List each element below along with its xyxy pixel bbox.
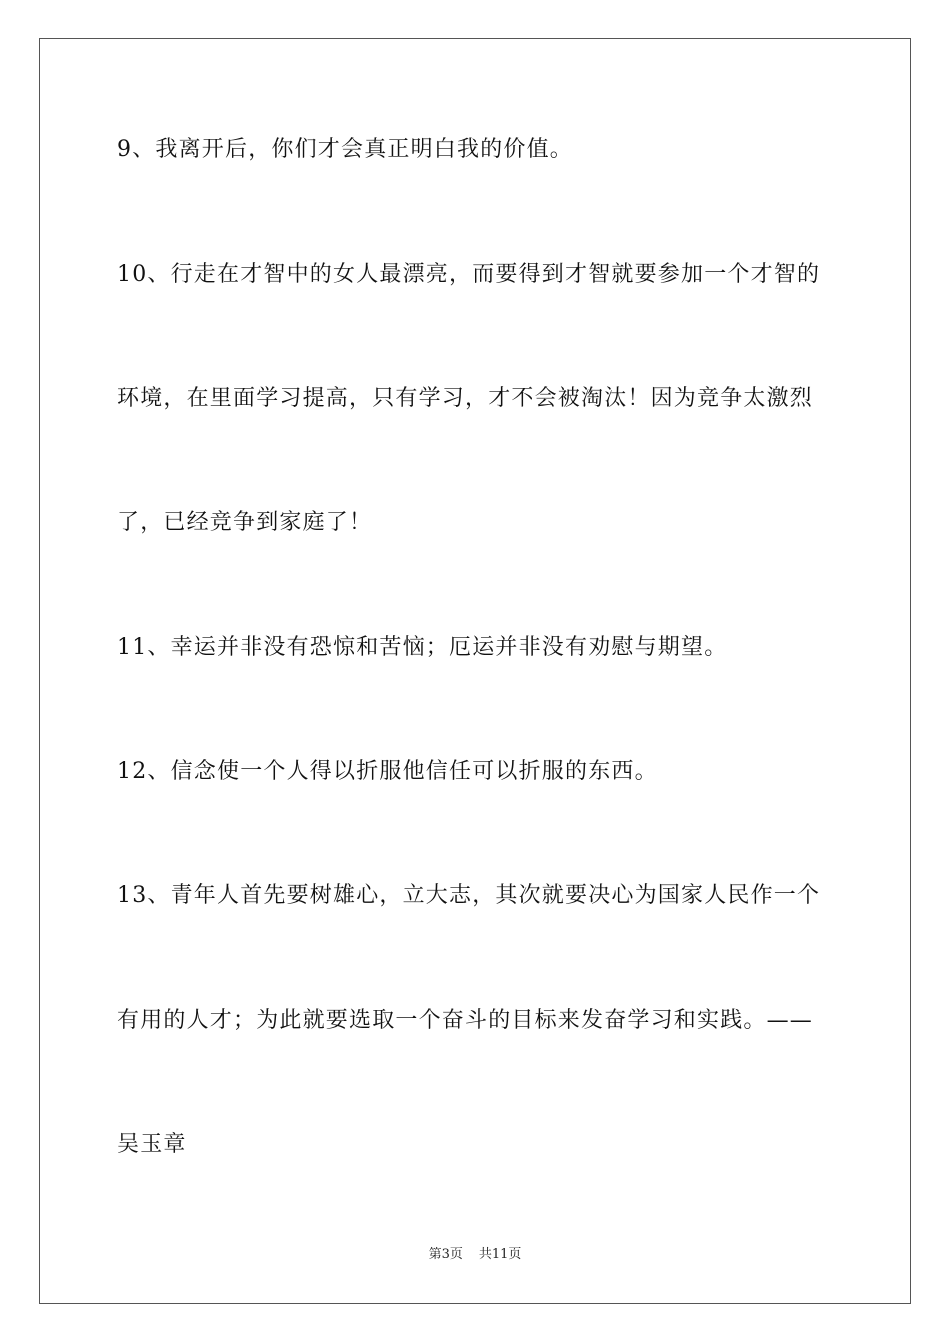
text-line-3: 环境，在里面学习提高，只有学习，才不会被淘汰！因为竞争太激烈 <box>117 386 814 411</box>
page-border <box>39 38 911 1304</box>
page-total: 共11页 <box>478 1247 522 1262</box>
text-line-6: 12、信念使一个人得以折服他信任可以折服的东西。 <box>117 759 658 784</box>
text-line-4: 了，已经竞争到家庭了！ <box>117 510 373 535</box>
text-line-5: 11、幸运并非没有恐惊和苦恼；厄运并非没有劝慰与期望。 <box>117 635 728 660</box>
text-line-7: 13、青年人首先要树雄心，立大志，其次就要决心为国家人民作一个 <box>117 883 821 908</box>
text-line-8: 有用的人才；为此就要选取一个奋斗的目标来发奋学习和实践。—— <box>117 1008 814 1033</box>
page-footer <box>0 1246 950 1264</box>
page-number: 第3页 <box>428 1247 463 1262</box>
text-line-1: 9、我离开后，你们才会真正明白我的价值。 <box>117 137 573 162</box>
text-line-9: 吴玉章 <box>117 1132 187 1157</box>
text-line-2: 10、行走在才智中的女人最漂亮，而要得到才智就要参加一个才智的 <box>117 262 821 287</box>
